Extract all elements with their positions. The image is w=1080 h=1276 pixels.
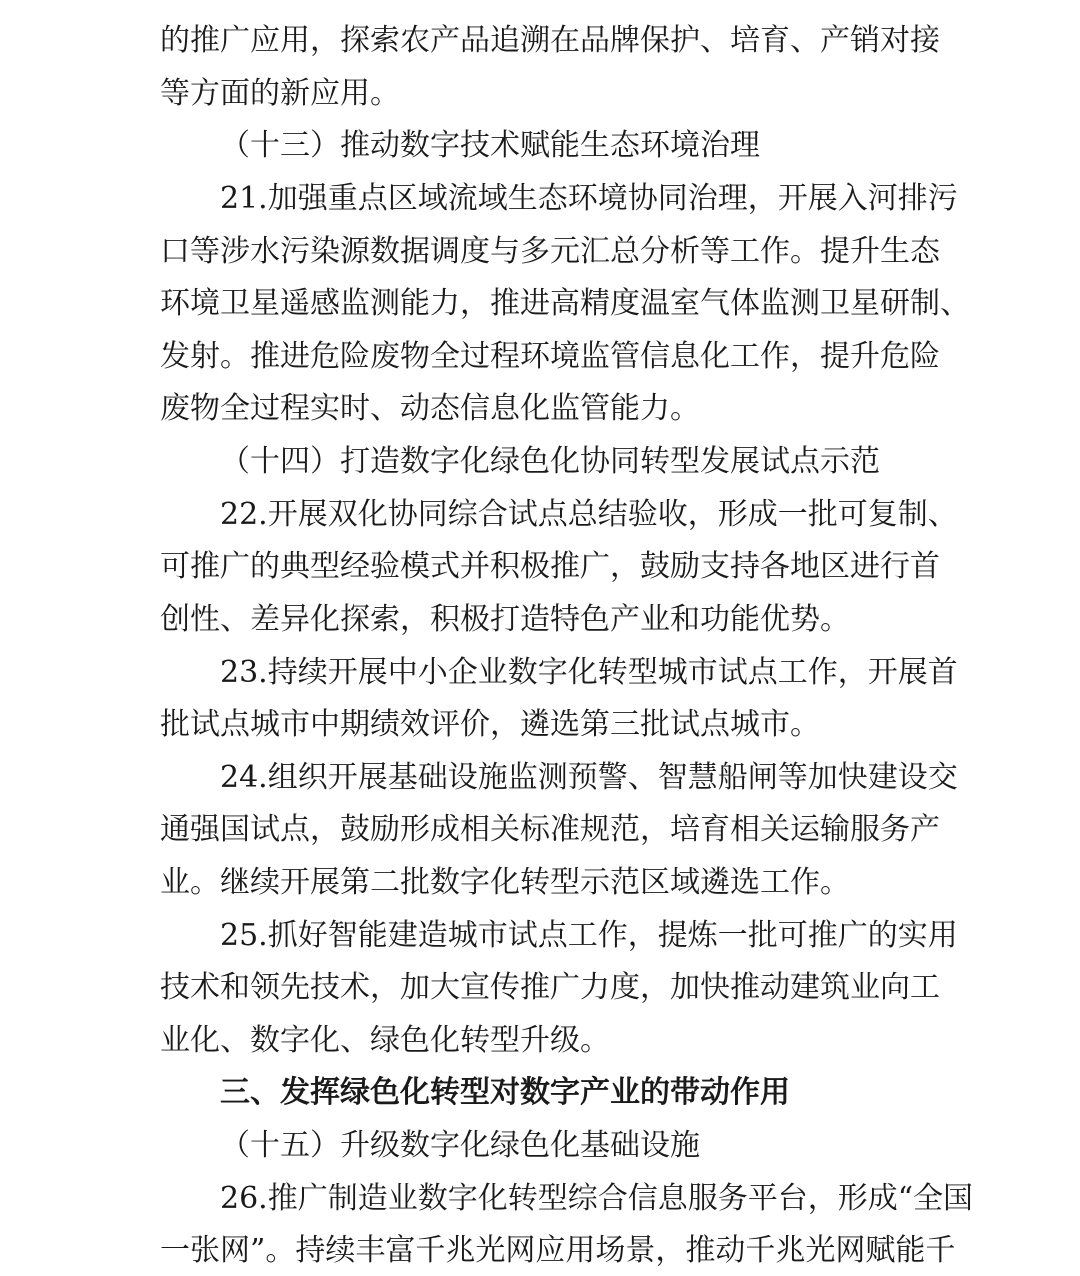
body-line: 通强国试点，鼓励形成相关标准规范，培育相关运输服务产 [160, 812, 940, 847]
paragraph-first-line: 25.抓好智能建造城市试点工作，提炼一批可推广的实用 [220, 918, 958, 953]
paragraph-first-line: 26.推广制造业数字化转型综合信息服务平台，形成“全国 [220, 1181, 974, 1216]
body-line: 一张网”。持续丰富千兆光网应用场景，推动千兆光网赋能千 [160, 1233, 956, 1268]
body-line: 批试点城市中期绩效评价，遴选第三批试点城市。 [160, 707, 820, 742]
paragraph-first-line: 22.开展双化协同综合试点总结验收，形成一批可复制、 [220, 497, 958, 532]
body-line: 的推广应用，探索农产品追溯在品牌保护、培育、产销对接 [160, 23, 940, 58]
body-line: 发射。推进危险废物全过程环境监管信息化工作，提升危险 [160, 339, 940, 374]
subsection-heading: （十三）推动数字技术赋能生态环境治理 [220, 128, 760, 163]
body-line: 等方面的新应用。 [160, 76, 400, 111]
body-line: 废物全过程实时、动态信息化监管能力。 [160, 391, 700, 426]
body-line: 口等涉水污染源数据调度与多元汇总分析等工作。提升生态 [160, 234, 940, 269]
paragraph-first-line: 23.持续开展中小企业数字化转型城市试点工作，开展首 [220, 655, 958, 690]
body-line: 业。继续开展第二批数字化转型示范区域遴选工作。 [160, 865, 850, 900]
subsection-heading: （十五）升级数字化绿色化基础设施 [220, 1128, 700, 1163]
body-line: 可推广的典型经验模式并积极推广，鼓励支持各地区进行首 [160, 549, 940, 584]
body-line: 技术和领先技术，加大宣传推广力度，加快推动建筑业向工 [160, 970, 940, 1005]
paragraph-first-line: 24.组织开展基础设施监测预警、智慧船闸等加快建设交 [220, 760, 958, 795]
subsection-heading: （十四）打造数字化绿色化协同转型发展试点示范 [220, 444, 880, 479]
body-line: 创性、差异化探索，积极打造特色产业和功能优势。 [160, 602, 850, 637]
section-heading: 三、发挥绿色化转型对数字产业的带动作用 [220, 1075, 790, 1110]
body-line: 环境卫星遥感监测能力，推进高精度温室气体监测卫星研制、 [160, 286, 970, 321]
paragraph-first-line: 21.加强重点区域流域生态环境协同治理，开展入河排污 [220, 181, 958, 216]
body-line: 业化、数字化、绿色化转型升级。 [160, 1023, 610, 1058]
